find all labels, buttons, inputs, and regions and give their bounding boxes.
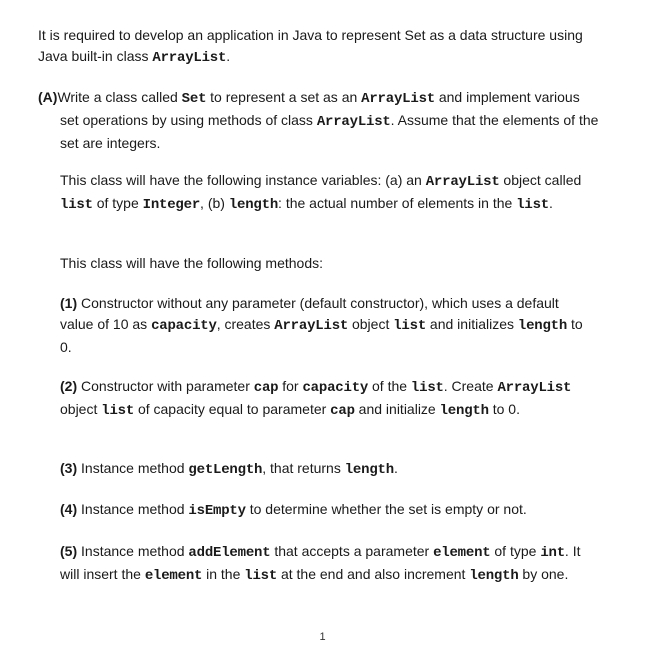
code-element: element <box>144 568 203 584</box>
code-length: length <box>228 197 279 213</box>
method-5-paragraph: (5) Instance method addElement that accepts a parameter element of type int. It will insert the element in the list at the end and also increment length by one. <box>60 543 581 584</box>
method-2-paragraph: (2) Constructor with parameter cap for capacity of the list. Create ArrayList object list of capacity equal to parameter cap and initialize length to 0. <box>60 378 572 419</box>
method-1-label: (1) <box>60 295 78 311</box>
code-capacity: capacity <box>302 380 369 396</box>
code-list: list <box>516 197 549 213</box>
page-number: 1 <box>319 631 326 643</box>
code-arraylist: ArrayList <box>274 318 349 334</box>
code-arraylist: ArrayList <box>497 380 572 396</box>
method-3-paragraph: (3) Instance method getLength, that returns length. <box>60 460 398 478</box>
intro-paragraph: It is required to develop an application in Java to represent Set as a data structure using Java built-in class ArrayList. <box>38 27 583 66</box>
method-4-label: (4) <box>60 501 78 517</box>
method-1-paragraph: (1) Constructor without any parameter (default constructor), which uses a default value of 10 as capacity, creates ArrayList object list and initializes length to 0. <box>60 295 583 355</box>
code-arraylist: ArrayList <box>316 114 391 130</box>
code-addelement: addElement <box>188 545 271 561</box>
code-integer: Integer <box>142 197 201 213</box>
part-a-label: (A) <box>38 89 58 105</box>
code-cap: cap <box>330 403 355 419</box>
code-length: length <box>344 462 394 478</box>
code-length: length <box>517 318 568 334</box>
code-list: list <box>393 318 427 334</box>
code-list: list <box>101 403 135 419</box>
code-list: list <box>410 380 444 396</box>
method-5-label: (5) <box>60 543 78 559</box>
methods-intro: This class will have the following methods: <box>60 255 324 271</box>
method-2-label: (2) <box>60 378 78 394</box>
code-capacity: capacity <box>151 318 217 334</box>
code-set: Set <box>181 91 207 107</box>
code-arraylist: ArrayList <box>425 174 500 190</box>
method-4-paragraph: (4) Instance method isEmpty to determine whether the set is empty or not. <box>60 501 527 519</box>
code-getlength: getLength <box>188 462 263 478</box>
code-element: element <box>433 545 491 561</box>
instance-variables-paragraph: This class will have the following instance variables: (a) an ArrayList object called list of type Integer, (b) length: the actual number of elements in the list. <box>60 172 582 213</box>
code-list: list <box>244 568 278 584</box>
code-list: list <box>60 197 93 213</box>
code-isempty: isEmpty <box>188 503 246 519</box>
code-arraylist: ArrayList <box>361 91 435 107</box>
code-length: length <box>439 403 489 419</box>
code-length: length <box>469 568 519 584</box>
code-cap: cap <box>253 380 279 396</box>
code-arraylist: ArrayList <box>152 50 227 66</box>
code-int: int <box>540 545 565 561</box>
part-a-paragraph: (A)Write a class called Set to represent a set as an ArrayList and implement various set operations by using methods of class ArrayList. Assume that the elements of the set are integers. <box>38 89 599 151</box>
method-3-label: (3) <box>60 460 78 476</box>
